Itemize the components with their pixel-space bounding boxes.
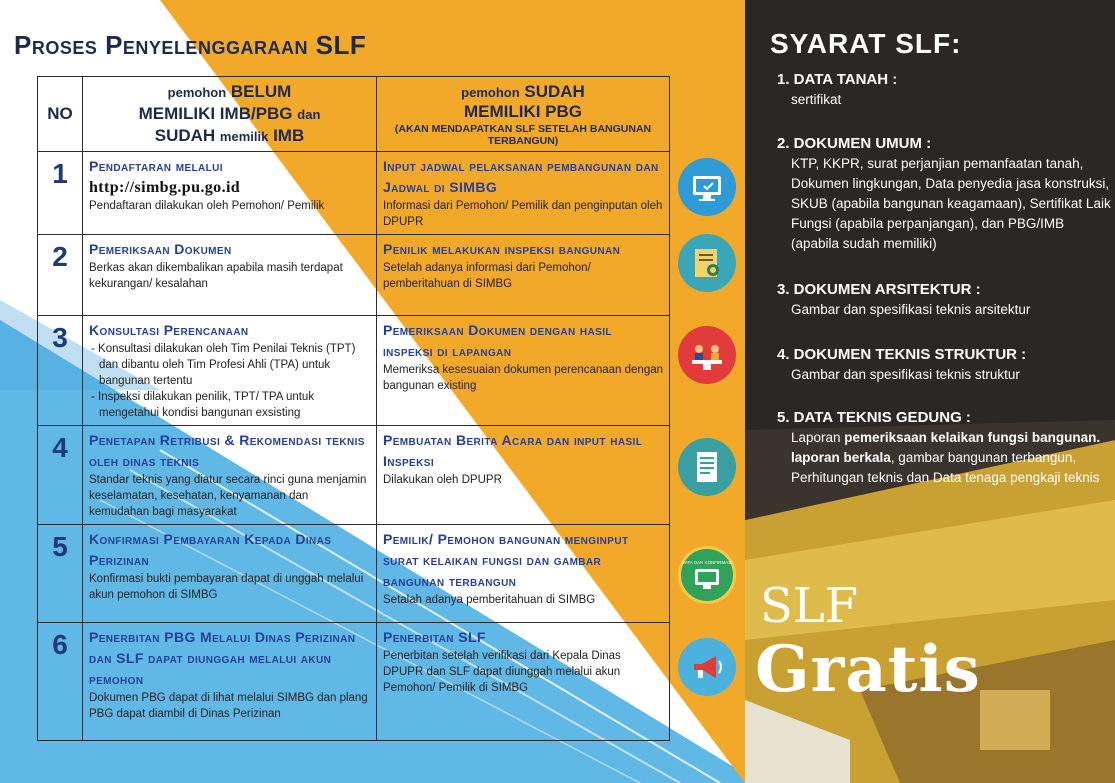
row-number: 3 [38, 316, 83, 426]
row-cell-a [83, 525, 377, 623]
step-title: Konsultasi Perencanaan [89, 322, 249, 338]
requirement-heading: 5. DATA TEKNIS GEDUNG : [777, 409, 971, 426]
row-cell-a [83, 235, 377, 316]
step-title: Penetapan Retribusi & Rekomendasi teknis oleh dinas teknis [89, 432, 365, 469]
step-desc: Setelah adanya informasi dari Pemohon/ pemberitahuan di SIMBG [383, 262, 591, 290]
simbg-link[interactable]: http://simbg.pu.go.id [89, 179, 241, 196]
table-row [38, 623, 670, 741]
step-title: Pendaftaran melalui [89, 158, 223, 174]
list-item: - Konsultasi dilakukan oleh Tim Penilai Teknis (TPT) dan dibantu oleh Tim Profesi Ahli (TPA) untuk bangunan tertentu [91, 343, 356, 387]
requirement-item [777, 280, 1115, 320]
table-row [38, 152, 670, 235]
report-document-icon [678, 438, 736, 496]
row-cell-a [83, 426, 377, 525]
col-a-header: pemohon BELUM MEMILIKI IMB/PBG dan SUDAH memilik IMB [83, 77, 377, 152]
step-desc: Standar teknis yang diatur secara rinci guna menjamin keselamatan, kesehatan, kenyamanan dan kemudahan bagi masyarakat [89, 474, 367, 518]
step-title: Penerbitan SLF [383, 629, 486, 645]
step-title: Input jadwal pelaksanan pembangunan dan Jadwal di SIMBG [383, 158, 659, 195]
page-title: Proses Penyelenggaraan SLF [14, 30, 367, 60]
table-row [38, 525, 670, 623]
col-b-header: pemohon SUDAH MEMILIKI PBG (AKAN MENDAPATKAN SLF SETELAH BANGUNAN TERBANGUN) [377, 77, 670, 152]
step-title: Penerbitan PBG Melalui Dinas Perizinan dan SLF dapat diunggah melalui akun pemohon [89, 629, 356, 687]
step-desc: Informasi dari Pemohon/ Pemilik dan penginputan oleh DPUPR [383, 200, 663, 228]
step-title: Pembuatan Berita Acara dan input hasil Inspeksi [383, 432, 643, 469]
requirement-desc: Gambar dan spesifikasi teknis arsitektur [791, 302, 1031, 317]
row-cell-a [83, 623, 377, 741]
step-desc: Berkas akan dikembalikan apabila masih terdapat kekurangan/ kesalahan [89, 262, 343, 290]
table-row [38, 316, 670, 426]
step-desc: Konfirmasi bukti pembayaran dapat di unggah melalui akun pemohon di SIMBG [89, 573, 364, 601]
row-cell-b [377, 525, 670, 623]
syarat-title: SYARAT SLF: [770, 28, 962, 59]
requirement-heading: 2. DOKUMEN UMUM : [777, 135, 932, 152]
promo-gratis: Gratis [755, 632, 981, 707]
row-cell-b [377, 235, 670, 316]
row-number: 4 [38, 426, 83, 525]
requirement-desc: Laporan pemeriksaan kelaikan fungsi bangunan. laporan berkala, gambar bangunan terbangun, Perhitungan teknis dan Data tenaga pengkaji teknis [791, 430, 1101, 485]
row-number: 6 [38, 623, 83, 741]
requirement-item [777, 345, 1115, 385]
requirement-heading: 3. DOKUMEN ARSITEKTUR : [777, 281, 981, 298]
row-cell-b [377, 316, 670, 426]
megaphone-icon [678, 638, 736, 696]
row-cell-b [377, 426, 670, 525]
certificate-document-icon [678, 234, 736, 292]
requirement-item [777, 134, 1115, 254]
table-header-row [38, 77, 670, 152]
row-cell-b [377, 152, 670, 235]
step-title: Konfirmasi Pembayaran Kepada Dinas Perizinan [89, 531, 332, 568]
requirement-heading: 4. DOKUMEN TEKNIS STRUKTUR : [777, 346, 1027, 363]
requirement-desc: Gambar dan spesifikasi teknis struktur [791, 367, 1020, 382]
row-cell-a [83, 152, 377, 235]
step-desc: Memeriksa kesesuaian dokumen perencanaan dengan bangunan existing [383, 364, 664, 392]
requirement-item [777, 408, 1115, 488]
row-cell-b [377, 623, 670, 741]
requirement-desc: KTP, KKPR, surat perjanjian pemanfaatan tanah, Dokumen lingkungan, Data penyedia jasa konstruksi, SKUB (apabila bangunan keagamaan), Sertifikat Laik Fungsi (apabila perpanjangan), dan PBG/IMB (apabila sudah memiliki) [791, 156, 1111, 251]
meeting-consultation-icon [678, 326, 736, 384]
row-cell-a [83, 316, 377, 426]
step-title: Pemilik/ Pemohon bangunan menginput surat kelaikan fungsi dan gambar bangunan terbangun [383, 531, 629, 589]
step-desc-list [89, 341, 370, 421]
col-no-header: NO [38, 77, 83, 152]
list-item: - Inspeksi dilakukan penilik, TPT/ TPA untuk mengetahui kondisi bangunan exsisting [91, 391, 315, 419]
table-row [38, 426, 670, 525]
step-title: Penilik melakukan inspeksi bangunan [383, 241, 621, 257]
icon-caption: DATA DAN KONFIRMASI [681, 560, 733, 565]
step-title: Pemeriksaan Dokumen dengan hasil inspeksi di lapangan [383, 322, 612, 359]
requirement-heading: 1. DATA TANAH : [777, 71, 898, 88]
promo-slf: SLF [760, 578, 859, 634]
step-title: Pemeriksaan Dokumen [89, 241, 232, 257]
step-desc: Dilakukan oleh DPUPR [383, 474, 502, 486]
step-desc: Dokumen PBG dapat di lihat melalui SIMBG dan plang PBG dapat diambil di Dinas Perizinan [89, 692, 368, 720]
row-number: 1 [38, 152, 83, 235]
requirement-desc: sertifikat [791, 92, 842, 107]
requirement-item [777, 70, 1115, 110]
row-number: 5 [38, 525, 83, 623]
data-confirmation-icon [678, 546, 736, 604]
step-desc: Penerbitan setelah verifikasi dari Kepala Dinas DPUPR dan SLF dapat diunggah melalui akun Pemohon/ Pemilik di SIMBG [383, 650, 621, 694]
process-table [37, 76, 670, 741]
row-number: 2 [38, 235, 83, 316]
step-desc: Pendaftaran dilakukan oleh Pemohon/ Pemilik [89, 200, 325, 212]
table-row [38, 235, 670, 316]
computer-screen-icon [678, 158, 736, 216]
step-desc: Setalah adanya pemberitahuan di SIMBG [383, 594, 596, 606]
